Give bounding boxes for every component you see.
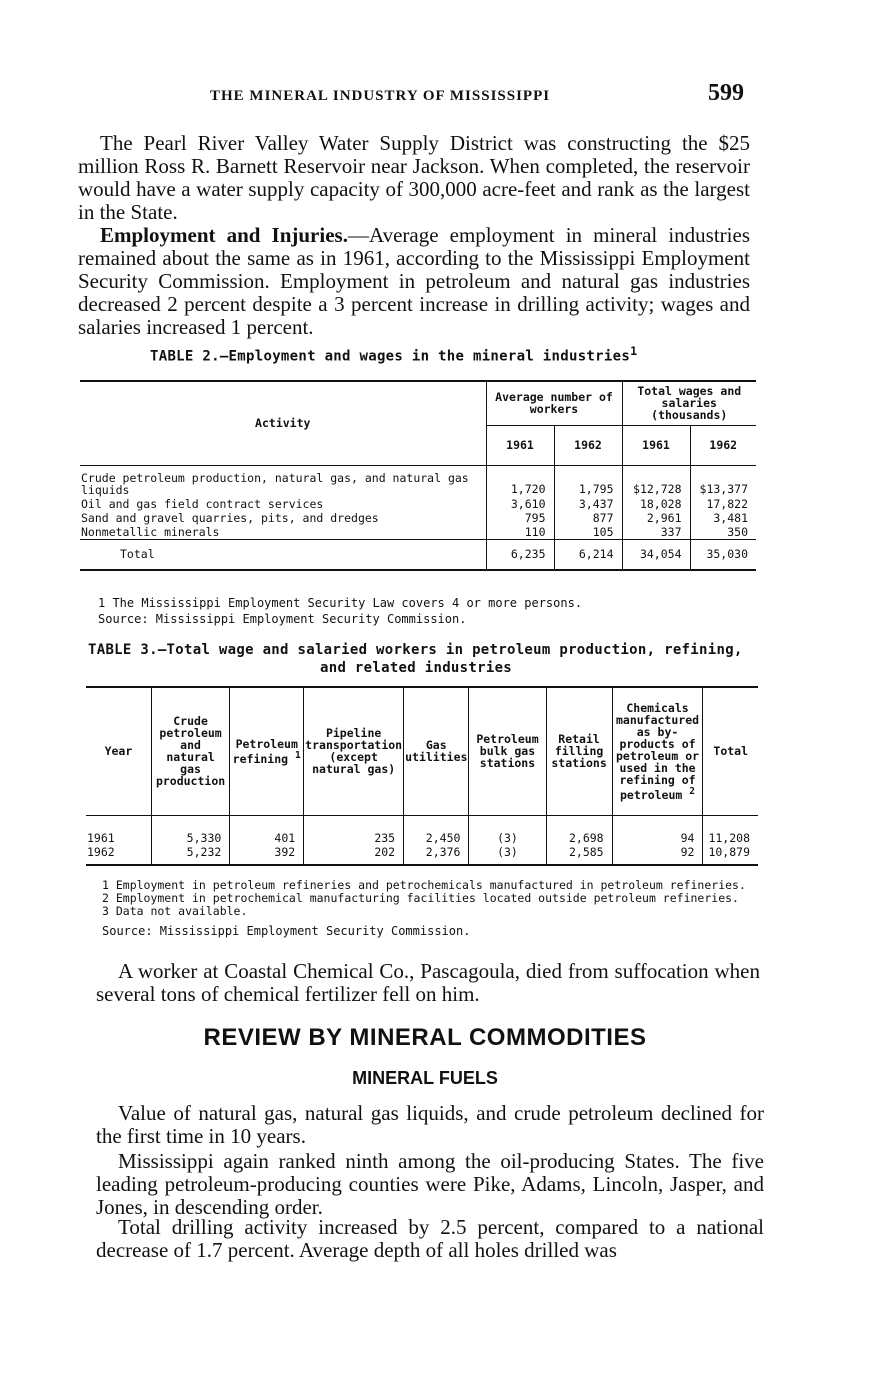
value-cell: 105 bbox=[554, 525, 622, 540]
table3-footnote-1: 1 Employment in petroleum refineries and petrochemicals manufactured in petroleum refineries. bbox=[102, 878, 746, 892]
value-cell: (3) bbox=[469, 815, 546, 845]
value-cell: 2,450 bbox=[404, 815, 469, 845]
table3-footnote-2: 2 Employment in petrochemical manufacturing facilities located outside petroleum refineries. bbox=[102, 891, 739, 905]
value-cell: 3,610 bbox=[486, 497, 554, 511]
value-cell: 235 bbox=[304, 815, 404, 845]
page-number: 599 bbox=[708, 80, 744, 106]
activity-cell: Nonmetallic minerals bbox=[81, 525, 220, 539]
total-cell: 35,030 bbox=[690, 540, 756, 570]
year-cell: 1962 bbox=[87, 845, 115, 859]
fuels-paragraph-2: Mississippi again ranked ninth among the oil-producing States. The five leading petroleum-producing counties were Pike, Adams, Lincoln, Jasper, and Jones, in descending order. bbox=[96, 1149, 764, 1219]
table2-source: Source: Mississippi Employment Security Commission. bbox=[98, 612, 467, 626]
accident-paragraph: A worker at Coastal Chemical Co., Pascagoula, died from suffocation when several tons of chemical fertilizer fell on him. bbox=[96, 959, 760, 1006]
employment-wages-table bbox=[80, 380, 756, 571]
table3-caption-line1: TABLE 3.—Total wage and salaried workers in petroleum production, refining, bbox=[88, 642, 743, 658]
chemicals-column-header: Chemicals manufactured as by-products of petroleum or used in the refining of petroleum $^2$ bbox=[612, 687, 703, 815]
table-row bbox=[80, 511, 756, 525]
activity-column-header: Activity bbox=[80, 381, 486, 465]
year-header: 1961 bbox=[486, 425, 554, 465]
retail-stations-column-header: Retail filling stations bbox=[546, 687, 612, 815]
crude-column-header: Crude petroleum and natural gas production bbox=[151, 687, 229, 815]
year-column-header: Year bbox=[104, 744, 133, 759]
value-cell: 3,437 bbox=[554, 497, 622, 511]
year-header: 1962 bbox=[554, 425, 622, 465]
value-cell: 94 bbox=[612, 815, 703, 845]
employment-paragraph bbox=[78, 224, 750, 339]
employment-text: —Average employment in mineral industries remained about the same as in 1961, according to the Mississippi Employment Security Commission. Employment in petroleum and natural gas industries decreased 2 percent despite a 3 percent increase in drilling activity; wages and salaries increased 1 percent. bbox=[78, 223, 750, 339]
year-header: 1961 bbox=[622, 425, 690, 465]
avg-workers-group-header: Average number of workers bbox=[486, 381, 622, 425]
value-cell: 10,879 bbox=[703, 845, 758, 865]
value-cell: $13,377 bbox=[690, 465, 756, 497]
total-row bbox=[80, 540, 756, 570]
refining-note: 1 bbox=[295, 749, 301, 761]
fuels-paragraph-3: Total drilling activity increased by 2.5 percent, compared to a national decrease of 1.7 percent. Average depth of all holes drilled was bbox=[96, 1215, 764, 1262]
total-label: Total bbox=[120, 547, 155, 562]
reservoir-paragraph: The Pearl River Valley Water Supply District was constructing the $25 million Ross R. Barnett Reservoir near Jackson. When completed, the reservoir would have a water supply capacity of 300,000 acre-feet and rank as the largest in the State. bbox=[78, 131, 750, 224]
value-cell: 92 bbox=[612, 845, 703, 865]
value-cell: 18,028 bbox=[622, 497, 690, 511]
value-cell: 350 bbox=[690, 525, 756, 540]
value-cell: 17,822 bbox=[690, 497, 756, 511]
gas-utilities-column-header: Gas utilities bbox=[404, 687, 469, 815]
activity-cell: Crude petroleum production, natural gas, and natural gas liquids bbox=[81, 471, 469, 497]
bulk-stations-column-header: Petroleum bulk gas stations bbox=[469, 687, 546, 815]
total-cell: 6,235 bbox=[486, 540, 554, 570]
total-column-header: Total bbox=[703, 687, 758, 815]
table-row bbox=[80, 525, 756, 540]
total-cell: 6,214 bbox=[554, 540, 622, 570]
table2-footnote: 1 The Mississippi Employment Security Law covers 4 or more persons. bbox=[98, 596, 583, 610]
subsection-title: MINERAL FUELS bbox=[352, 1068, 498, 1088]
value-cell: 337 bbox=[622, 525, 690, 540]
value-cell: $12,728 bbox=[622, 465, 690, 497]
table3-source: Source: Mississippi Employment Security Commission. bbox=[102, 924, 471, 938]
table-row bbox=[86, 845, 758, 865]
total-cell: 34,054 bbox=[622, 540, 690, 570]
activity-cell: Sand and gravel quarries, pits, and dredges bbox=[81, 511, 379, 525]
year-cell: 1961 bbox=[87, 831, 115, 845]
wages-group-header: Total wages and salaries (thousands) bbox=[622, 381, 756, 425]
table-row bbox=[80, 465, 756, 497]
value-cell: 1,795 bbox=[554, 465, 622, 497]
activity-cell: Oil and gas field contract services bbox=[81, 497, 324, 511]
table3-footnote-3: 3 Data not available. bbox=[102, 904, 248, 918]
running-head: THE MINERAL INDUSTRY OF MISSISSIPPI bbox=[210, 88, 551, 104]
employment-heading: Employment and Injuries. bbox=[100, 223, 348, 247]
value-cell: 3,481 bbox=[690, 511, 756, 525]
pipeline-column-header: Pipeline transportation (except natural gas) bbox=[304, 687, 404, 815]
fuels-paragraph-1: Value of natural gas, natural gas liquids, and crude petroleum declined for the first time in 10 years. bbox=[96, 1101, 764, 1148]
table2-caption-note: 1 bbox=[630, 344, 638, 358]
value-cell: 1,720 bbox=[486, 465, 554, 497]
value-cell: 392 bbox=[230, 845, 304, 865]
value-cell: 795 bbox=[486, 511, 554, 525]
value-cell: 2,585 bbox=[546, 845, 612, 865]
refining-column-header: Petroleum refining $^1$ bbox=[230, 687, 304, 815]
year-header: 1962 bbox=[690, 425, 756, 465]
value-cell: (3) bbox=[469, 845, 546, 865]
value-cell: 2,376 bbox=[404, 845, 469, 865]
value-cell: 110 bbox=[486, 525, 554, 540]
section-title: REVIEW BY MINERAL COMMODITIES bbox=[203, 1024, 647, 1051]
chemicals-note: 2 bbox=[689, 785, 696, 797]
table2-caption: TABLE 2.—Employment and wages in the mineral industries$^1$ bbox=[150, 344, 638, 365]
value-cell: 202 bbox=[304, 845, 404, 865]
value-cell: 5,232 bbox=[151, 845, 229, 865]
table-row bbox=[80, 497, 756, 511]
value-cell: 5,330 bbox=[151, 815, 229, 845]
value-cell: 11,208 bbox=[703, 815, 758, 845]
value-cell: 2,961 bbox=[622, 511, 690, 525]
table-row bbox=[86, 815, 758, 845]
value-cell: 877 bbox=[554, 511, 622, 525]
table3-caption-line2: and related industries bbox=[320, 660, 513, 676]
value-cell: 2,698 bbox=[546, 815, 612, 845]
value-cell: 401 bbox=[230, 815, 304, 845]
petroleum-workers-table bbox=[86, 686, 758, 866]
